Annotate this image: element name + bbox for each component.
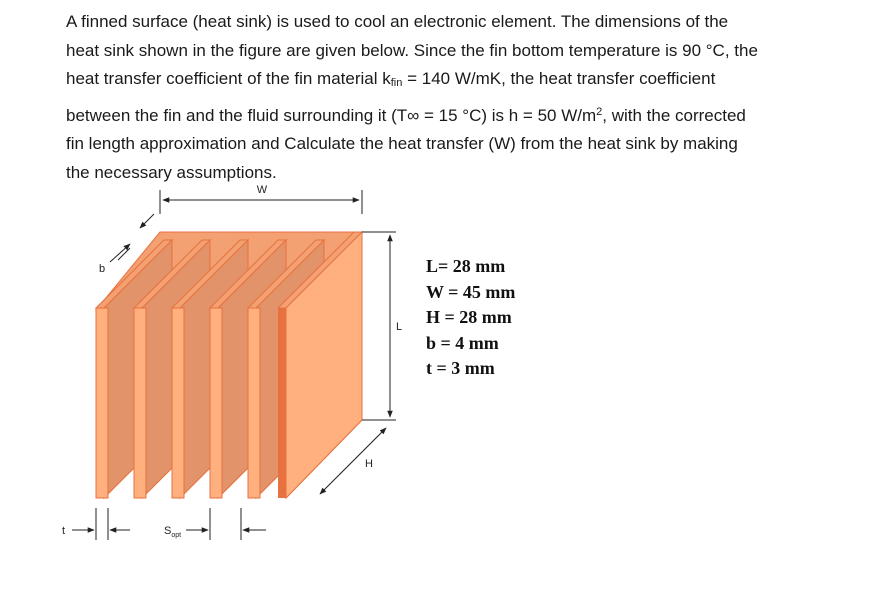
m2-superscript: 2	[596, 105, 603, 118]
problem-line-6: the necessary assumptions.	[66, 162, 277, 182]
problem-line-4-pre: between the fin and the fluid surrounding it (T∞ = 15 °C) is h = 50 W/m	[66, 105, 597, 125]
w-label: W	[256, 184, 268, 196]
k-fin-subscript: fin	[390, 77, 403, 89]
h-label: H	[365, 458, 373, 470]
b-label: b	[99, 263, 106, 275]
s-opt-label	[164, 525, 181, 539]
problem-line-3-post: = 140 W/mK, the heat transfer coefficient	[402, 69, 716, 88]
t-label: t	[62, 525, 66, 537]
l-label: L	[396, 321, 403, 333]
dim-h: H = 28 mm	[426, 307, 512, 327]
dimension-list	[426, 254, 515, 382]
problem-line-1: A finned surface (heat sink) is used to cool an electronic element. The dimensions of the	[66, 12, 729, 31]
s-opt-main: S	[164, 525, 172, 537]
dim-b: b = 4 mm	[426, 332, 499, 353]
dim-l: L= 28 mm	[426, 256, 506, 276]
l-dimension	[362, 232, 402, 420]
problem-line-5: fin length approximation and Calculate the heat transfer (W) from the heat sink by making	[66, 134, 738, 153]
problem-line-3-pre: heat transfer coefficient of the fin material k	[66, 69, 391, 88]
dim-w: W = 45 mm	[426, 281, 516, 302]
s-opt-dimension	[164, 508, 266, 540]
problem-line-2: heat sink shown in the figure are given below. Since the fin bottom temperature is 90 °C, the	[66, 40, 758, 60]
dim-t: t = 3 mm	[426, 358, 495, 378]
s-opt-sub: opt	[171, 532, 182, 539]
problem-line-4-post: , with the corrected	[602, 105, 746, 125]
w-dimension	[160, 184, 362, 214]
t-dimension	[62, 508, 130, 540]
